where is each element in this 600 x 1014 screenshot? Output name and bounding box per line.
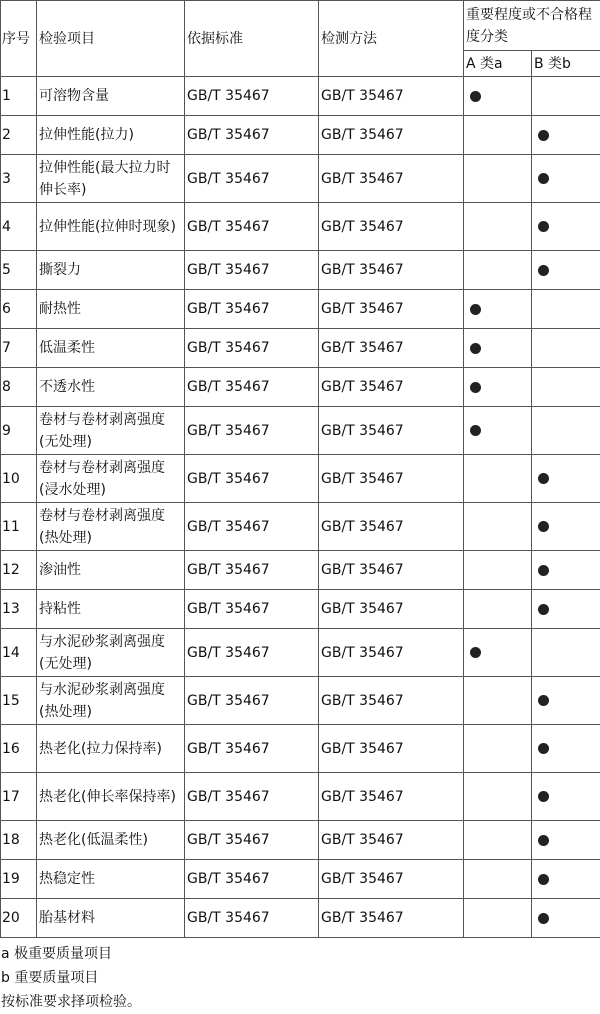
row-item: 拉伸性能(拉力)	[37, 116, 185, 155]
filled-circle-icon	[538, 743, 549, 754]
row-no: 15	[1, 677, 37, 725]
row-method: GB/T 35467	[319, 725, 464, 773]
row-class-a	[464, 551, 532, 590]
row-basis: GB/T 35467	[185, 329, 319, 368]
table-row	[1, 773, 600, 821]
row-class-b	[532, 860, 600, 899]
row-item: 拉伸性能(拉伸时现象)	[37, 203, 185, 251]
table-row	[1, 251, 600, 290]
table-row	[1, 551, 600, 590]
row-class-a	[464, 77, 532, 116]
row-basis: GB/T 35467	[185, 860, 319, 899]
footnote-b: b 重要质量项目	[1, 966, 600, 990]
row-method: GB/T 35467	[319, 551, 464, 590]
row-item: 持粘性	[37, 590, 185, 629]
table-row	[1, 329, 600, 368]
filled-circle-icon	[538, 874, 549, 885]
col-header-item: 检验项目	[37, 1, 185, 77]
row-no: 2	[1, 116, 37, 155]
row-no: 8	[1, 368, 37, 407]
filled-circle-icon	[538, 173, 549, 184]
table-body	[1, 77, 600, 938]
row-class-b	[532, 725, 600, 773]
row-class-b	[532, 77, 600, 116]
row-method: GB/T 35467	[319, 329, 464, 368]
row-basis: GB/T 35467	[185, 503, 319, 551]
row-class-b	[532, 368, 600, 407]
row-basis: GB/T 35467	[185, 551, 319, 590]
row-item: 卷材与卷材剥离强度(热处理)	[37, 503, 185, 551]
row-no: 16	[1, 725, 37, 773]
row-class-a	[464, 629, 532, 677]
row-class-b	[532, 899, 600, 938]
row-method: GB/T 35467	[319, 77, 464, 116]
table-row	[1, 821, 600, 860]
filled-circle-icon	[538, 835, 549, 846]
row-class-b	[532, 677, 600, 725]
row-basis: GB/T 35467	[185, 203, 319, 251]
row-basis: GB/T 35467	[185, 155, 319, 203]
row-class-a	[464, 329, 532, 368]
row-class-a	[464, 503, 532, 551]
footnote-a: a 极重要质量项目	[1, 942, 600, 966]
row-item: 拉伸性能(最大拉力时伸长率)	[37, 155, 185, 203]
footnote-selection: 按标准要求择项检验。	[1, 990, 600, 1014]
table-row	[1, 725, 600, 773]
row-no: 4	[1, 203, 37, 251]
col-header-importance: 重要程度或不合格程度分类	[464, 1, 600, 51]
filled-circle-icon	[538, 791, 549, 802]
row-class-b	[532, 329, 600, 368]
row-item: 不透水性	[37, 368, 185, 407]
table-row	[1, 290, 600, 329]
col-header-basis: 依据标准	[185, 1, 319, 77]
row-no: 20	[1, 899, 37, 938]
filled-circle-icon	[538, 913, 549, 924]
row-class-b	[532, 455, 600, 503]
row-class-a	[464, 203, 532, 251]
row-basis: GB/T 35467	[185, 677, 319, 725]
filled-circle-icon	[538, 265, 549, 276]
row-method: GB/T 35467	[319, 629, 464, 677]
row-class-b	[532, 203, 600, 251]
table-row	[1, 590, 600, 629]
table-row	[1, 77, 600, 116]
filled-circle-icon	[538, 221, 549, 232]
row-item: 卷材与卷材剥离强度(浸水处理)	[37, 455, 185, 503]
row-no: 9	[1, 407, 37, 455]
filled-circle-icon	[470, 304, 481, 315]
row-no: 18	[1, 821, 37, 860]
row-method: GB/T 35467	[319, 590, 464, 629]
row-class-a	[464, 899, 532, 938]
row-no: 13	[1, 590, 37, 629]
row-no: 6	[1, 290, 37, 329]
row-class-b	[532, 251, 600, 290]
row-item: 热稳定性	[37, 860, 185, 899]
filled-circle-icon	[470, 647, 481, 658]
row-class-b	[532, 407, 600, 455]
filled-circle-icon	[470, 425, 481, 436]
filled-circle-icon	[470, 382, 481, 393]
table-row	[1, 155, 600, 203]
row-class-b	[532, 590, 600, 629]
table-header	[1, 1, 600, 77]
row-item: 撕裂力	[37, 251, 185, 290]
table-row	[1, 116, 600, 155]
row-method: GB/T 35467	[319, 407, 464, 455]
filled-circle-icon	[538, 130, 549, 141]
table-row	[1, 899, 600, 938]
row-basis: GB/T 35467	[185, 899, 319, 938]
col-header-no: 序号	[1, 1, 37, 77]
filled-circle-icon	[538, 604, 549, 615]
row-method: GB/T 35467	[319, 290, 464, 329]
row-no: 12	[1, 551, 37, 590]
row-item: 卷材与卷材剥离强度(无处理)	[37, 407, 185, 455]
filled-circle-icon	[470, 343, 481, 354]
header-row	[1, 1, 600, 51]
row-no: 17	[1, 773, 37, 821]
row-class-b	[532, 290, 600, 329]
row-basis: GB/T 35467	[185, 116, 319, 155]
table-row	[1, 629, 600, 677]
table-row	[1, 203, 600, 251]
row-class-a	[464, 773, 532, 821]
row-no: 11	[1, 503, 37, 551]
row-basis: GB/T 35467	[185, 725, 319, 773]
col-header-method: 检测方法	[319, 1, 464, 77]
row-class-b	[532, 116, 600, 155]
row-item: 渗油性	[37, 551, 185, 590]
row-method: GB/T 35467	[319, 773, 464, 821]
row-no: 10	[1, 455, 37, 503]
row-basis: GB/T 35467	[185, 368, 319, 407]
row-class-a	[464, 290, 532, 329]
col-header-class-a: A 类a	[464, 51, 532, 77]
filled-circle-icon	[538, 565, 549, 576]
table-row	[1, 368, 600, 407]
row-basis: GB/T 35467	[185, 455, 319, 503]
row-basis: GB/T 35467	[185, 290, 319, 329]
row-method: GB/T 35467	[319, 677, 464, 725]
row-basis: GB/T 35467	[185, 407, 319, 455]
row-no: 5	[1, 251, 37, 290]
row-basis: GB/T 35467	[185, 251, 319, 290]
row-method: GB/T 35467	[319, 368, 464, 407]
row-basis: GB/T 35467	[185, 77, 319, 116]
row-basis: GB/T 35467	[185, 629, 319, 677]
row-class-b	[532, 773, 600, 821]
row-class-a	[464, 821, 532, 860]
filled-circle-icon	[538, 695, 549, 706]
row-class-a	[464, 590, 532, 629]
row-class-a	[464, 455, 532, 503]
row-item: 与水泥砂浆剥离强度(热处理)	[37, 677, 185, 725]
row-method: GB/T 35467	[319, 503, 464, 551]
row-method: GB/T 35467	[319, 860, 464, 899]
row-method: GB/T 35467	[319, 155, 464, 203]
footnotes	[0, 938, 600, 1014]
table-row	[1, 677, 600, 725]
row-class-b	[532, 629, 600, 677]
row-class-a	[464, 725, 532, 773]
row-basis: GB/T 35467	[185, 821, 319, 860]
row-item: 低温柔性	[37, 329, 185, 368]
row-class-a	[464, 251, 532, 290]
row-class-b	[532, 503, 600, 551]
row-item: 热老化(伸长率保持率)	[37, 773, 185, 821]
row-class-b	[532, 155, 600, 203]
row-class-a	[464, 860, 532, 899]
row-class-b	[532, 821, 600, 860]
row-method: GB/T 35467	[319, 821, 464, 860]
row-basis: GB/T 35467	[185, 590, 319, 629]
row-item: 热老化(拉力保持率)	[37, 725, 185, 773]
row-basis: GB/T 35467	[185, 773, 319, 821]
row-class-b	[532, 551, 600, 590]
row-class-a	[464, 407, 532, 455]
row-class-a	[464, 368, 532, 407]
row-no: 19	[1, 860, 37, 899]
table-row	[1, 455, 600, 503]
row-no: 1	[1, 77, 37, 116]
row-item: 可溶物含量	[37, 77, 185, 116]
row-method: GB/T 35467	[319, 251, 464, 290]
row-item: 热老化(低温柔性)	[37, 821, 185, 860]
row-method: GB/T 35467	[319, 455, 464, 503]
row-no: 14	[1, 629, 37, 677]
row-method: GB/T 35467	[319, 116, 464, 155]
table-row	[1, 503, 600, 551]
row-class-a	[464, 677, 532, 725]
row-class-a	[464, 116, 532, 155]
row-no: 7	[1, 329, 37, 368]
filled-circle-icon	[538, 473, 549, 484]
table-row	[1, 407, 600, 455]
row-method: GB/T 35467	[319, 203, 464, 251]
row-class-a	[464, 155, 532, 203]
filled-circle-icon	[538, 521, 549, 532]
filled-circle-icon	[470, 91, 481, 102]
col-header-class-b: B 类b	[532, 51, 600, 77]
table-row	[1, 860, 600, 899]
row-method: GB/T 35467	[319, 899, 464, 938]
row-item: 耐热性	[37, 290, 185, 329]
row-no: 3	[1, 155, 37, 203]
row-item: 胎基材料	[37, 899, 185, 938]
row-item: 与水泥砂浆剥离强度(无处理)	[37, 629, 185, 677]
